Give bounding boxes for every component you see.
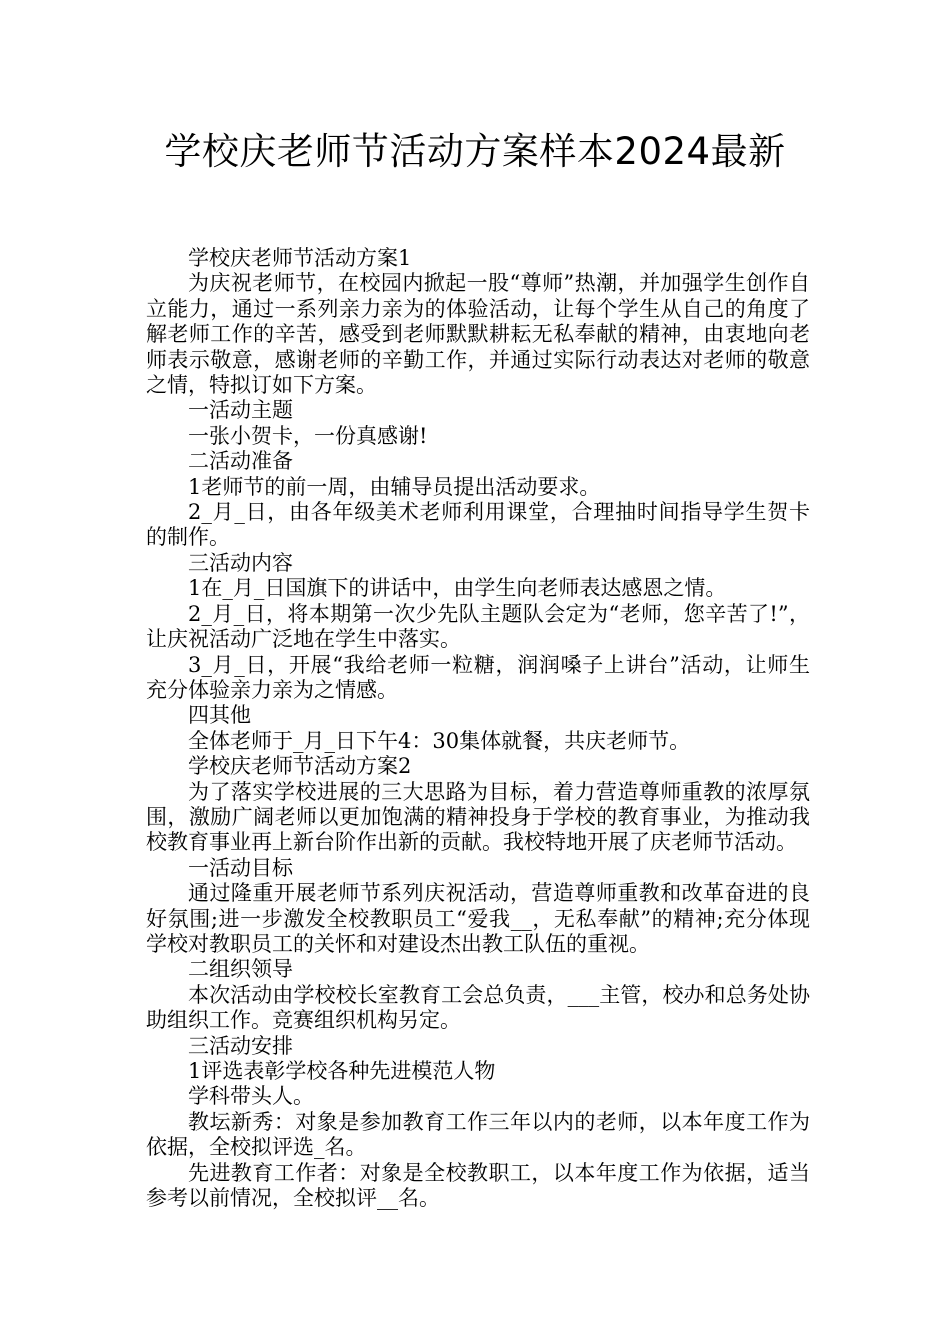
section-heading: 一活动主题 (188, 398, 293, 423)
section-heading: 二组织领导 (188, 957, 293, 982)
section-heading: 一活动目标 (188, 855, 293, 880)
section-heading-plan-2: 学校庆老师节活动方案2 (188, 754, 412, 779)
paragraph: 全体老师于_月_日下午4：30集体就餐，共庆老师节。 (188, 728, 691, 753)
paragraph: 通过隆重开展老师节系列庆祝活动，营造尊师重教和改革奋进的良好氛围;进一步激发全校教职员工“爱我__，无私奉献”的精神;充分体现学校对教职员工的关怀和对建设杰出教工队伍的重视。 (146, 881, 810, 956)
paragraph: 1老师节的前一周，由辅导员提出活动要求。 (188, 474, 601, 499)
section-heading: 三活动内容 (188, 550, 293, 575)
paragraph: 学科带头人。 (188, 1084, 314, 1109)
section-heading: 二活动准备 (188, 449, 293, 474)
paragraph: 先进教育工作者：对象是全校教职工，以本年度工作为依据，适当参考以前情况，全校拟评__名。 (146, 1160, 810, 1211)
paragraph: 3_月_日，开展“我给老师一粒糖，润润嗓子上讲台”活动，让师生充分体验亲力亲为之情感。 (146, 652, 810, 702)
section-heading-plan-1: 学校庆老师节活动方案1 (188, 246, 412, 270)
paragraph: 1评选表彰学校各种先进模范人物 (188, 1059, 496, 1083)
paragraph: 本次活动由学校校长室教育工会总负责，___主管，校办和总务处协助组织工作。竞赛组织机构另定。 (146, 982, 810, 1033)
paragraph: 一张小贺卡，一份真感谢! (188, 423, 428, 448)
paragraph: 2_月_日，将本期第一次少先队主题队会定为“老师，您辛苦了!”，让庆祝活动广泛地在学生中落实。 (146, 601, 810, 652)
paragraph: 1在_月_日国旗下的讲话中，由学生向老师表达感恩之情。 (188, 576, 727, 601)
paragraph: 为了落实学校进展的三大思路为目标，着力营造尊师重教的浓厚氛围，激励广阔老师以更加饱满的精神投身于学校的教育事业，为推动我校教育事业再上新台阶作出新的贡献。我校特地开展了庆老师节活动。 (146, 779, 810, 855)
document-body (146, 246, 810, 1211)
paragraph: 2_月_日，由各年级美术老师利用课堂，合理抽时间指导学生贺卡的制作。 (146, 500, 810, 550)
paragraph: 为庆祝老师节，在校园内掀起一股“尊师”热潮，并加强学生创作自立能力，通过一系列亲力亲为的体验活动，让每个学生从自己的角度了解老师工作的辛苦，感受到老师默默耕耘无私奉献的精神，由衷地向老师表示敬意，感谢老师的辛勤工作，并通过实际行动表达对老师的敬意之情，特拟订如下方案。 (146, 271, 810, 398)
document-title: 学校庆老师节活动方案样本2024最新 (164, 130, 786, 173)
paragraph: 教坛新秀：对象是参加教育工作三年以内的老师，以本年度工作为依据，全校拟评选_名。 (146, 1109, 810, 1160)
section-heading: 三活动安排 (188, 1033, 293, 1058)
section-heading: 四其他 (188, 703, 251, 728)
